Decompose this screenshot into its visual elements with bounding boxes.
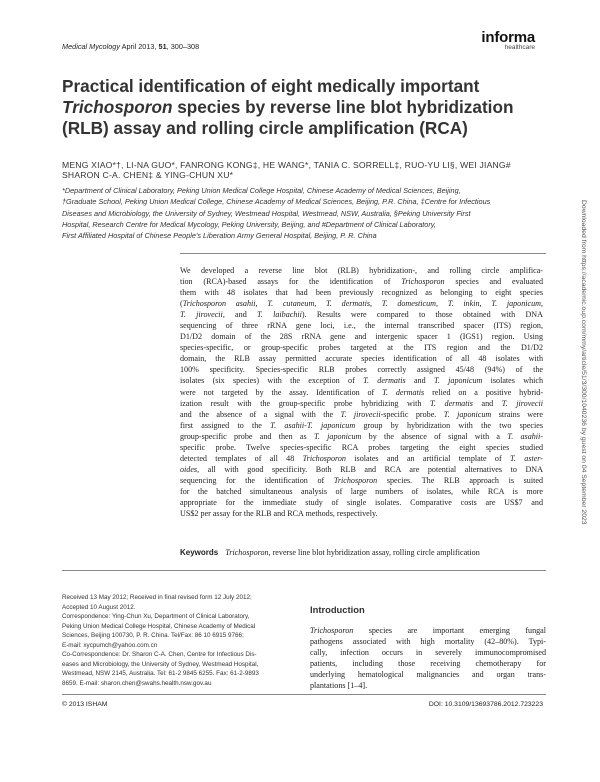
text-run: appropriate for the immediate study of single isolates. Comparative costs are US$7 and [180, 497, 543, 507]
text-run: , and [222, 310, 257, 320]
italic-run: T. cutaneum [267, 299, 315, 309]
article-title [62, 76, 532, 139]
text-run: strains were [491, 409, 543, 419]
text-line [180, 442, 543, 453]
italic-run: Trichosporon [302, 453, 346, 463]
italic-run: T. jirovecii [501, 398, 543, 408]
italic-run: T. japonicum [433, 376, 483, 386]
affiliation-line: First Affiliated Hospital of Chinese People's Liberation Army General Hospital, Beijing, P. R. China [62, 231, 377, 241]
italic-run: T. japonicum [313, 431, 362, 441]
text-run: and the absence of a signal with the [180, 409, 341, 419]
text-line [180, 508, 543, 519]
text-run: domain, the RLB assay permitted accurate species identification of all 48 isolates with [180, 354, 543, 364]
affiliation-line: Hospital, Research Centre for Medical Mycology, Peking University, Beijing, and #Department of Clinical Laboratory, [62, 219, 436, 229]
italic-run: T. asahii-T. japonicum [270, 420, 356, 430]
issue-date: April 2013, [121, 42, 157, 51]
text-run: , [479, 299, 492, 309]
title-line-2 [62, 97, 532, 118]
text-line [180, 364, 543, 375]
text-line [310, 658, 546, 669]
text-line [180, 453, 543, 464]
text-run: plantations [1–4]. [310, 681, 368, 691]
keyword-genus: Trichosporon [225, 548, 269, 557]
journal-header [62, 42, 199, 51]
download-notice [578, 200, 587, 580]
text-line [180, 331, 543, 342]
text-run: them with 48 isolates that had been previously recognized as belonging to eight species [180, 288, 543, 298]
text-run: 100% specificity. Species-specific RLB probes correctly assigned 45/48 (94%) of the [180, 365, 543, 375]
text-run: , [314, 299, 327, 309]
note-line: Accepted 10 August 2012. [62, 603, 136, 611]
italic-run: Trichosporon [333, 475, 378, 485]
text-run: first assigned to the [180, 420, 271, 430]
text-run: patients, including those receiving chemotherapy for [310, 659, 546, 669]
text-run: isolates (six species) with the exception of [180, 376, 364, 386]
text-run: We developed a reverse line blot (RLB) hybridization-, and rolling circle amplifica- [180, 266, 543, 275]
italic-run: oides [180, 464, 198, 474]
italic-run: T. japonicum [491, 299, 541, 309]
text-run: sequencing for the identification of [180, 475, 334, 485]
italic-run: T. aster- [510, 453, 543, 463]
note-line: Correspondence: Ying-Chun Xu, Department of Clinical Laboratory, [62, 613, 250, 621]
italic-run: T. japonicum [443, 409, 492, 419]
text-line [180, 342, 543, 353]
text-line [180, 265, 543, 276]
text-line [310, 625, 546, 636]
text-line [180, 387, 543, 398]
italic-run: Trichosporon [401, 277, 445, 287]
italic-run: Trichosporon asahii [182, 299, 256, 309]
note-line: Co-Correspondence: Dr. Sharon C-A. Chen, Centre for Infectious Dis- [62, 651, 257, 659]
italic-run: T. jirovecii [180, 310, 223, 320]
text-run: were not targeted by the assay. Identification of [180, 387, 383, 397]
text-line [310, 669, 546, 680]
keywords-text: , reverse line blot hybridization assay, rolling circle amplification [268, 548, 480, 557]
text-line [180, 276, 543, 287]
title-genus: Trichosporon [62, 97, 173, 117]
text-run: group-specific probe and then as [180, 431, 314, 441]
text-run: pathogens associated with high mortality (42–80%). Typi- [310, 637, 546, 647]
footer-rule [62, 694, 546, 695]
keywords-label: Keywords [180, 548, 219, 557]
text-run: , [255, 299, 268, 309]
text-run: specific probe. Twelve species-specific RCA probes targeting the eight species studied [180, 442, 543, 452]
text-run: sequencing of three rRNA gene loci, i.e., the internal transcribed spacer (ITS) region, [180, 321, 543, 331]
text-line [180, 309, 543, 320]
text-run: isolates and an artificial template of [345, 453, 510, 463]
doi: DOI: 10.3109/13693786.2012.723223 [428, 701, 543, 708]
text-line [310, 647, 546, 658]
affiliation-line: *Department of Clinical Laboratory, Peking Union Medical College Hospital, Chinese Academy of Medical Sciences, Beijing, [62, 186, 461, 195]
text-line [310, 680, 546, 691]
text-run: cally, infection occurs in severely immunocompromised [310, 648, 546, 658]
keywords [180, 548, 543, 557]
note-line: Westmead, NSW 2145, Australia. Tel: 61-2 9845 6255. Fax: 61-2-9893 [62, 670, 259, 678]
text-run: by the absence of signal with a [361, 431, 508, 441]
abstract-top-rule [180, 253, 546, 254]
note-line: Sciences, Beijing 100730, P. R. China. Tel/Fax: 86 10 6915 9766; [62, 632, 244, 640]
text-run: , [369, 299, 382, 309]
text-run: ization result with the group-specific probe hybridizing with [180, 398, 431, 408]
text-run: ( [180, 299, 183, 309]
text-run: isolates which [482, 376, 544, 386]
affiliation-line: †Graduate School, Peking Union Medical College, Chinese Academy of Medical Sciences, Beijing, P.R. China, ‡Centre for Infectious [62, 197, 491, 207]
text-line [180, 431, 543, 442]
text-line [180, 420, 543, 431]
volume-number: 51 [158, 42, 167, 51]
section-divider [62, 570, 546, 571]
abstract [180, 265, 543, 519]
text-line [180, 298, 543, 309]
text-line [310, 636, 546, 647]
text-line [180, 375, 543, 386]
affiliations [62, 185, 532, 241]
text-line [180, 320, 543, 331]
text-line [180, 475, 543, 486]
text-run: , all with good specificity. Both RLB and RCA are potential alternatives to DNA [197, 464, 543, 474]
download-notice-text: Downloaded from https://academic.oup.com/mmy/article/51/3/300/1040236 by guest on 04 September 2023 [580, 200, 587, 525]
text-run: species are important emerging fungal [353, 626, 546, 635]
note-line: eases and Microbiology, the University of Sydney, Westmead Hospital, [62, 660, 259, 668]
note-line: 8659. E-mail: sharon.chen@swahs.health.nsw.gov.au [62, 679, 212, 687]
text-run: species. The RLB approach is suited [377, 475, 543, 485]
page-range: , 300–308 [166, 42, 200, 51]
intro-heading: Introduction [310, 604, 365, 615]
text-line [180, 464, 543, 475]
text-run: -specific probe. [380, 409, 444, 419]
note-line: E-mail: xycpumch@yahoo.com.cn [62, 641, 158, 649]
italic-run: Trichosporon [310, 626, 354, 635]
italic-run: T. dermatis [326, 299, 370, 309]
text-run: , [541, 299, 544, 309]
journal-name: Medical Mycology [62, 42, 120, 51]
text-run: for the batched simultaneous analysis of large numbers of isolates, while RCA is more [180, 486, 543, 496]
text-line [180, 486, 543, 497]
italic-run: T. laibachii [256, 310, 302, 320]
italic-run: T. jirovecii [340, 409, 381, 419]
correspondence-notes [62, 593, 300, 688]
affiliation-line: Diseases and Microbiology, the University of Sydney, Westmead Hospital, Westmead, NSW, Australia, §Peking University First [62, 208, 471, 218]
text-run: US$2 per assay for the RLB and RCA methods, respectively. [180, 509, 378, 519]
note-line: Peking Union Medical College Hospital, Chinese Academy of Medical [62, 622, 256, 630]
title-line-2-rest: species by reverse line blot hybridization [172, 97, 514, 117]
text-run: detected templates of all 48 [180, 453, 303, 463]
text-run: - [540, 431, 543, 441]
text-run: ). Results were compared to those obtained with DNA [301, 310, 543, 320]
text-line [180, 409, 543, 420]
text-run: tion (RCA)-based assays for the identification of [180, 277, 402, 287]
text-run: D1/D2 domain of the 28S rRNA gene and intergenic spacer 1 (IGS1) region. Using [180, 332, 543, 342]
italic-run: T. inkin [447, 299, 480, 309]
italic-run: T. dermatis [363, 376, 406, 386]
italic-run: T. dermatis [430, 398, 473, 408]
text-run: relied on a positive hybrid- [424, 387, 544, 397]
italic-run: T. domesticum [381, 299, 436, 309]
text-line [180, 287, 543, 298]
text-run: and [405, 376, 434, 386]
intro-text [310, 625, 546, 691]
publisher-logo [481, 30, 535, 52]
publisher-tagline: healthcare [504, 44, 535, 51]
italic-run: T. dermatis [382, 387, 425, 397]
title-line-3: (RLB) assay and rolling circle amplification (RCA) [62, 118, 468, 138]
italic-run: T. asahii [507, 431, 541, 441]
text-run: and [472, 398, 502, 408]
text-run: , [435, 299, 448, 309]
author-list: MENG XIAO*†, LI-NA GUO*, FANRONG KONG‡, HE WANG*, TANIA C. SORRELL‡, RUO-YU LI§, WEI JIANG# SHARON C-A. CHEN‡ & YING-CHUN XU* [62, 160, 511, 180]
text-run: species and evaluated [444, 277, 543, 287]
publisher-name: informa [481, 29, 535, 46]
text-run: species-specific, or group-specific probes targeted at the ITS region and the D1/D2 [180, 343, 543, 353]
title-line-1: Practical identification of eight medically important [62, 76, 480, 96]
text-line [180, 398, 543, 409]
text-line [180, 497, 543, 508]
note-line: Received 13 May 2012; Received in final revised form 12 July 2012; [62, 594, 252, 601]
copyright: © 2013 ISHAM [62, 701, 108, 708]
text-run: group by hybridization with the two species [355, 420, 544, 430]
text-line [180, 353, 543, 364]
text-run: underlying hematological malignancies and organ trans- [310, 670, 546, 680]
